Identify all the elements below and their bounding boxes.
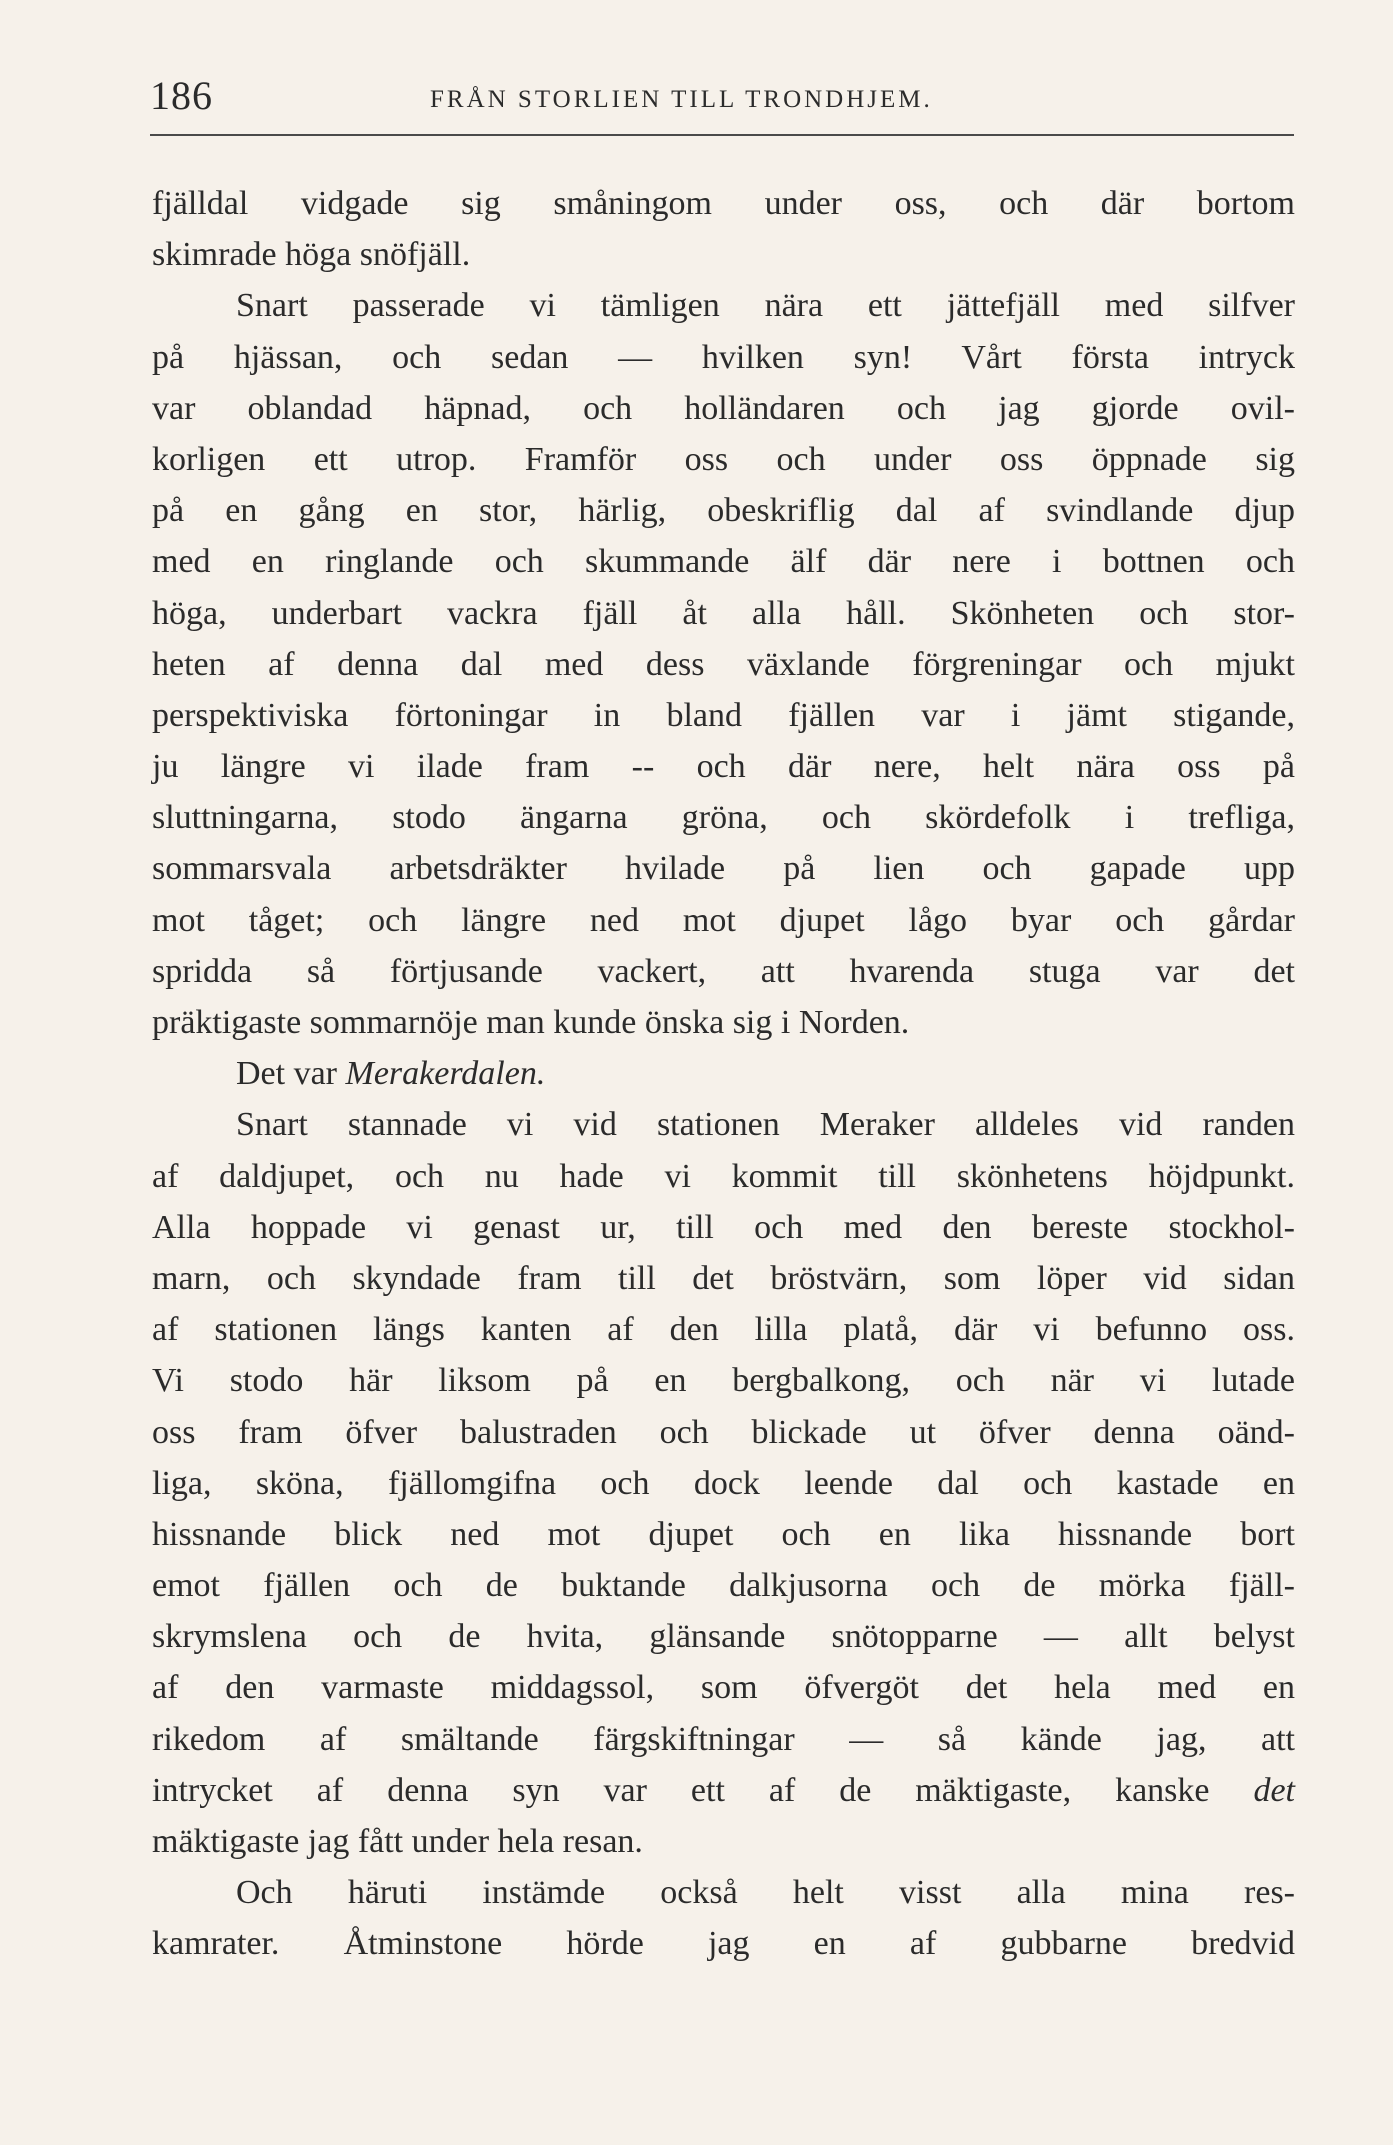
text-line: skrymslena och de hvita, glänsande snötopparne — allt belyst — [152, 1618, 1295, 1656]
text-line: höga, underbart vackra fjäll åt alla håll. Skönheten och stor- — [152, 594, 1295, 632]
text-line: Alla hoppade vi genast ur, till och med den bereste stockhol- — [152, 1208, 1295, 1246]
text-line: liga, sköna, fjällomgifna och dock leende dal och kastade en — [152, 1464, 1295, 1502]
text-line: mäktigaste jag fått under hela resan. — [152, 1823, 643, 1860]
text-line: på hjässan, och sedan — hvilken syn! Vårt första intryck — [152, 338, 1295, 376]
text-line: korligen ett utrop. Framför oss och under oss öppnade sig — [152, 440, 1295, 478]
text-line: Vi stodo här liksom på en bergbalkong, och när vi lutade — [152, 1362, 1295, 1400]
text-line: Snart passerade vi tämligen nära ett jättefjäll med silfver — [236, 287, 1295, 325]
text-line: sommarsvala arbetsdräkter hvilade på lien och gapade upp — [152, 850, 1295, 888]
page-header — [150, 72, 1294, 132]
italic-emphasis: det — [1253, 1771, 1295, 1809]
text-run: Det var — [236, 1055, 338, 1093]
text-line: mot tåget; och längre ned mot djupet lågo byar och gårdar — [152, 901, 1295, 939]
text-line: marn, och skyndade fram till det bröstvärn, som löper vid sidan — [152, 1259, 1295, 1297]
text-line: ju längre vi ilade fram -- och där nere, helt nära oss på — [152, 748, 1295, 786]
text-line — [152, 1048, 1295, 1099]
text-line: sluttningarna, stodo ängarna gröna, och skördefolk i trefliga, — [152, 799, 1295, 837]
italic-place-name: Merakerdalen. — [345, 1055, 546, 1093]
text-line: med en ringlande och skummande älf där nere i bottnen och — [152, 543, 1295, 581]
text-line: på en gång en stor, härlig, obeskriflig dal af svindlande djup — [152, 492, 1295, 530]
text-line: heten af denna dal med dess växlande förgreningar och mjukt — [152, 645, 1295, 683]
text-line: hissnande blick ned mot djupet och en lika hissnande bort — [152, 1515, 1295, 1553]
page-number: 186 — [150, 73, 213, 118]
text-line: oss fram öfver balustraden och blickade ut öfver denna oänd- — [152, 1413, 1295, 1451]
text-line: af stationen längs kanten af den lilla platå, där vi befunno oss. — [152, 1311, 1295, 1349]
text-line: perspektiviska förtoningar in bland fjällen var i jämt stigande, — [152, 696, 1295, 734]
text-line: af den varmaste middagssol, som öfvergöt det hela med en — [152, 1669, 1295, 1707]
text-line: kamrater. Åtminstone hörde jag en af gubbarne bredvid — [152, 1925, 1295, 1963]
text-line: emot fjällen och de buktande dalkjusorna och de mörka fjäll- — [152, 1567, 1295, 1605]
text-line: skimrade höga snöfjäll. — [152, 236, 471, 274]
text-line: Snart stannade vi vid stationen Meraker alldeles vid randen — [236, 1106, 1295, 1144]
text-line: spridda så förtjusande vackert, att hvarenda stuga var det — [152, 952, 1295, 990]
running-head: FRÅN STORLIEN TILL TRONDHJEM. — [430, 86, 933, 113]
text-line — [152, 1765, 1295, 1816]
text-line: var oblandad häpnad, och holländaren och jag gjorde ovil- — [152, 389, 1295, 427]
text-line: Och häruti instämde också helt visst alla mina res- — [236, 1874, 1295, 1912]
text-line: fjälldal vidgade sig småningom under oss, och där bortom — [152, 185, 1295, 222]
text-line: af daldjupet, och nu hade vi kommit till skönhetens höjdpunkt. — [152, 1157, 1295, 1195]
header-rule — [150, 134, 1294, 136]
body-text — [152, 178, 1295, 1970]
text-line: rikedom af smältande färgskiftningar — så kände jag, att — [152, 1720, 1295, 1758]
text-run: intrycket af denna syn var ett af de mäktigaste, kanske — [152, 1771, 1210, 1809]
text-line: präktigaste sommarnöje man kunde önska sig i Norden. — [152, 1004, 910, 1041]
